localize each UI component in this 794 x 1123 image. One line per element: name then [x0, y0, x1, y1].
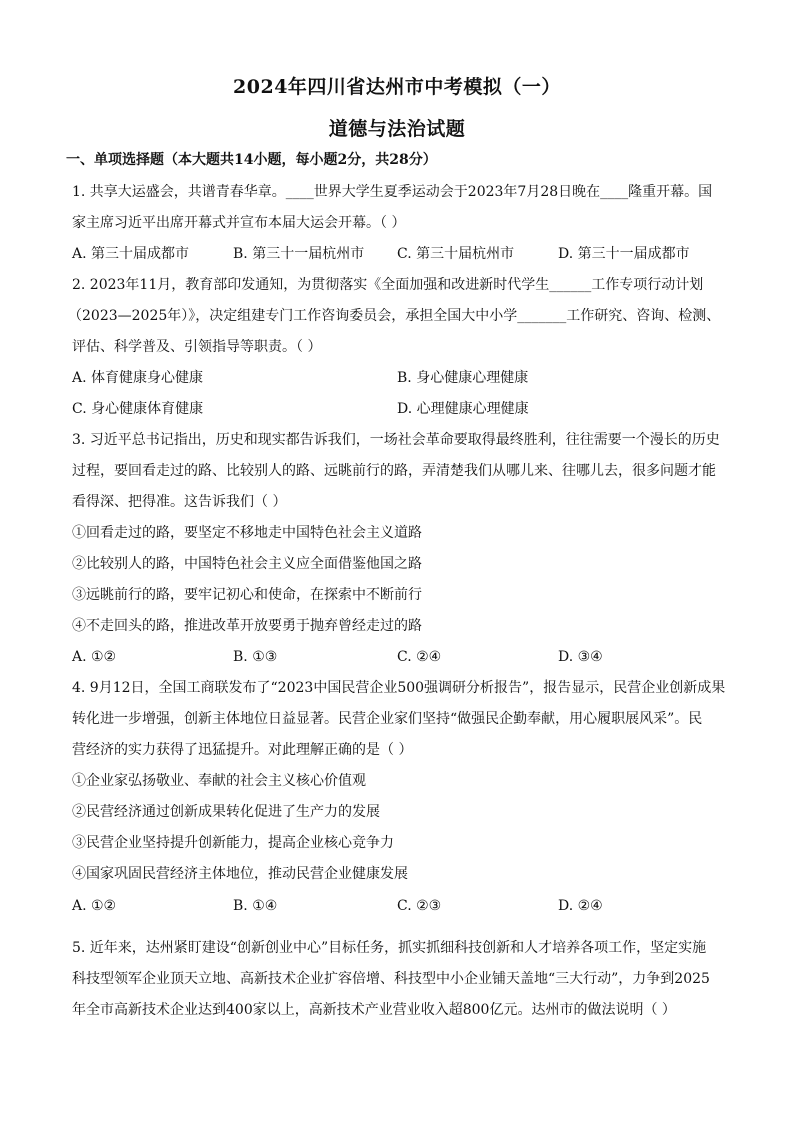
q2-option-d: D. 心理健康心理健康	[397, 401, 529, 417]
q3-option-d: D. ③④	[558, 649, 603, 665]
q4-line-2: 转化进一步增强，创新主体地位日益显著。民营企业家们坚持“做强民企勤奉献，用心履职展风采”。民	[72, 711, 703, 727]
q3-line-3: 看得深、把得准。这告诉我们（ ）	[72, 494, 287, 510]
q4-item-4: ④国家巩固民营经济主体地位，推动民营企业健康发展	[72, 866, 408, 882]
q1-line-1: 1. 共享大运盛会，共谱青春华章。____世界大学生夏季运动会于2023年7月28日晚在____隆重开幕。国	[72, 184, 713, 200]
q3-option-b: B. ①③	[233, 649, 278, 665]
q4-option-a: A. ①②	[72, 898, 117, 914]
q4-option-b: B. ①④	[233, 898, 278, 914]
q3-option-c: C. ②④	[397, 649, 442, 665]
q4-option-d: D. ②④	[558, 898, 603, 914]
q1-option-a: A. 第三十届成都市	[72, 246, 190, 262]
q2-line-2: （2023—2025年）》，决定组建专门工作咨询委员会，承担全国大中小学_______工作研究、咨询、检测、	[68, 308, 721, 324]
q5-line-2: 科技型领军企业顶天立地、高新技术企业扩容倍增、科技型中小企业铺天盖地“三大行动”，力争到2025	[72, 971, 710, 987]
q2-option-b: B. 身心健康心理健康	[397, 370, 529, 386]
q4-item-3: ③民营企业坚持提升创新能力，提高企业核心竞争力	[72, 835, 394, 851]
q5-line-1: 5. 近年来，达州紧盯建设“创新创业中心”目标任务，抓实抓细科技创新和人才培养各项工作，坚定实施	[72, 940, 707, 956]
q4-line-3: 营经济的实力获得了迅猛提升。对此理解正确的是（ ）	[72, 742, 413, 758]
section-heading: 一、单项选择题（本大题共14小题，每小题2分，共28分）	[66, 152, 437, 168]
q4-option-c: C. ②③	[397, 898, 442, 914]
q4-line-1: 4. 9月12日，全国工商联发布了“2023中国民营企业500强调研分析报告”，报告显示，民营企业创新成果	[72, 680, 726, 696]
q1-option-d: D. 第三十一届成都市	[558, 246, 690, 262]
q1-line-2: 家主席习近平出席开幕式并宣布本届大运会开幕。（ ）	[72, 215, 406, 231]
q2-line-1: 2. 2023年11月，教育部印发通知，为贯彻落实《全面加强和改进新时代学生______工作专项行动计划	[72, 277, 704, 293]
q3-option-a: A. ①②	[72, 649, 117, 665]
q3-item-3: ③远眺前行的路，要牢记初心和使命，在探索中不断前行	[72, 587, 422, 603]
q3-item-1: ①回看走过的路，要坚定不移地走中国特色社会主义道路	[72, 525, 422, 541]
q1-option-b: B. 第三十一届杭州市	[233, 246, 365, 262]
q4-item-2: ②民营经济通过创新成果转化促进了生产力的发展	[72, 804, 380, 820]
page-title: 2024年四川省达州市中考模拟（一）	[233, 76, 561, 98]
q3-item-4: ④不走回头的路，推进改革开放要勇于抛弃曾经走过的路	[72, 618, 422, 634]
q3-line-2: 过程，要回看走过的路、比较别人的路、远眺前行的路，弄清楚我们从哪儿来、往哪儿去，很多问题才能	[72, 463, 716, 479]
q5-line-3: 年全市高新技术企业达到400家以上，高新技术产业营业收入超800亿元。达州市的做法说明（ ）	[72, 1002, 676, 1018]
q2-option-a: A. 体育健康身心健康	[72, 370, 204, 386]
q4-item-1: ①企业家弘扬敬业、奉献的社会主义核心价值观	[72, 773, 366, 789]
q2-line-3: 评估、科学普及、引领指导等职责。（ ）	[72, 339, 322, 355]
page-subtitle: 道德与法治试题	[328, 118, 466, 140]
q2-option-c: C. 身心健康体育健康	[72, 401, 204, 417]
q1-option-c: C. 第三十届杭州市	[397, 246, 515, 262]
q3-line-1: 3. 习近平总书记指出，历史和现实都告诉我们，一场社会革命要取得最终胜利，往往需要一个漫长的历史	[72, 432, 720, 448]
q3-item-2: ②比较别人的路，中国特色社会主义应全面借鉴他国之路	[72, 556, 422, 572]
